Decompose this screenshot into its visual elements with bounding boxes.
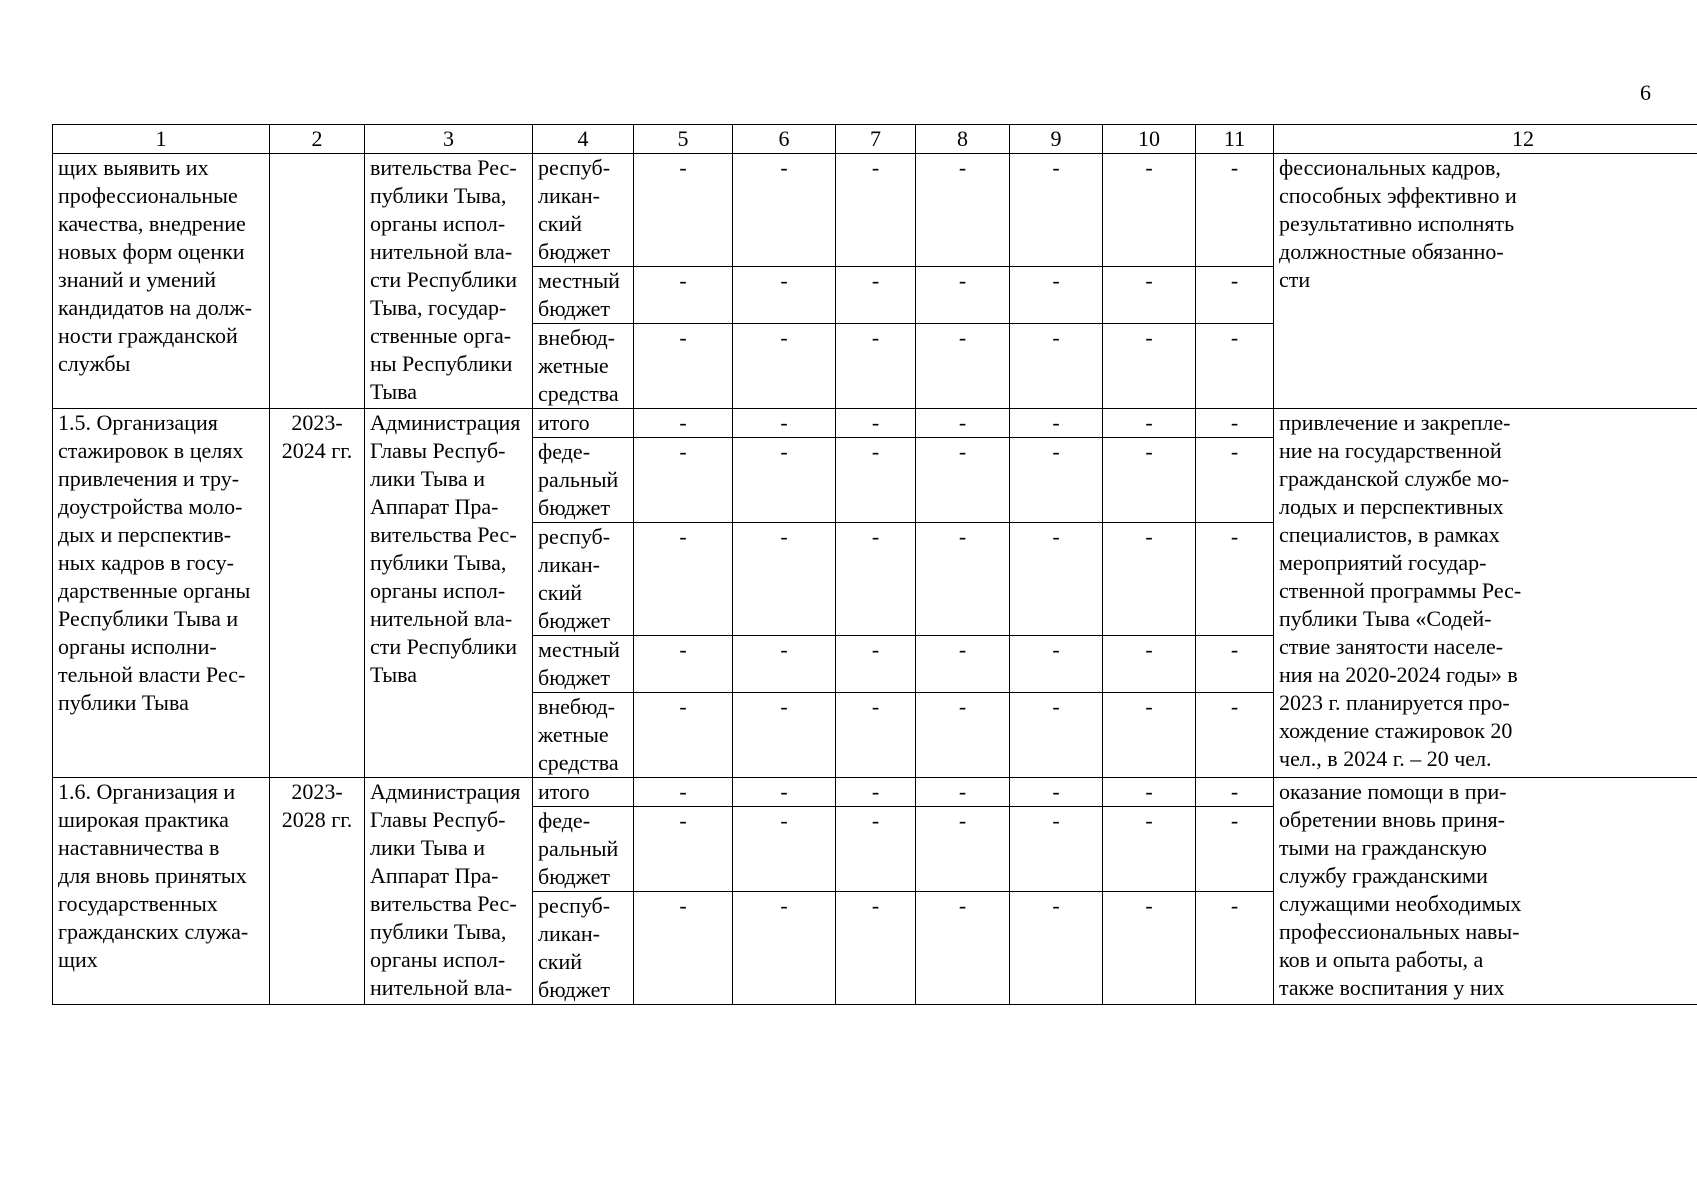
- amount-cell: -: [1010, 523, 1103, 636]
- amount-cell: -: [733, 523, 836, 636]
- amount-cell: -: [916, 523, 1010, 636]
- amount-cell: -: [836, 693, 916, 778]
- amount-cell: -: [1103, 409, 1196, 438]
- amount-cell: -: [733, 154, 836, 267]
- header-cell: 9: [1010, 125, 1103, 154]
- funding-source-cell: респуб- ликан- ский бюджет: [533, 154, 634, 267]
- amount-cell: -: [634, 778, 733, 807]
- header-cell: 7: [836, 125, 916, 154]
- amount-cell: -: [1196, 892, 1274, 1005]
- amount-cell: -: [836, 154, 916, 267]
- amount-cell: -: [836, 438, 916, 523]
- amount-cell: -: [1103, 267, 1196, 324]
- amount-cell: -: [1103, 807, 1196, 892]
- amount-cell: -: [836, 636, 916, 693]
- amount-cell: -: [634, 438, 733, 523]
- amount-cell: -: [634, 807, 733, 892]
- funding-source-cell: респуб- ликан- ский бюджет: [533, 523, 634, 636]
- amount-cell: -: [1196, 778, 1274, 807]
- amount-cell: -: [1196, 324, 1274, 409]
- amount-cell: -: [634, 523, 733, 636]
- funding-source-cell: итого: [533, 778, 634, 807]
- amount-cell: -: [836, 778, 916, 807]
- funding-source-cell: внебюд- жетные средства: [533, 324, 634, 409]
- amount-cell: -: [1196, 438, 1274, 523]
- amount-cell: -: [1010, 807, 1103, 892]
- funding-source-cell: внебюд- жетные средства: [533, 693, 634, 778]
- amount-cell: -: [634, 693, 733, 778]
- executor-cell: Администрация Главы Респуб- лики Тыва и Аппарат Пра- вительства Рес- публики Тыва, органы испол- нительной вла-: [365, 778, 533, 1005]
- amount-cell: -: [916, 636, 1010, 693]
- period-cell: 2023- 2028 гг.: [270, 778, 365, 1005]
- funding-source-cell: местный бюджет: [533, 636, 634, 693]
- amount-cell: -: [733, 778, 836, 807]
- amount-cell: -: [1010, 892, 1103, 1005]
- funding-source-cell: респуб- ликан- ский бюджет: [533, 892, 634, 1005]
- amount-cell: -: [836, 892, 916, 1005]
- amount-cell: -: [634, 636, 733, 693]
- amount-cell: -: [916, 693, 1010, 778]
- activity-cell: 1.5. Организация стажировок в целях привлечения и тру- доустройства моло- дых и перспектив- ных кадров в госу- дарственные органы Республики Тыва и органы исполни- тельной власти Рес- публики Тыва: [53, 409, 270, 778]
- amount-cell: -: [836, 807, 916, 892]
- amount-cell: -: [916, 778, 1010, 807]
- amount-cell: -: [1010, 778, 1103, 807]
- funding-source-cell: местный бюджет: [533, 267, 634, 324]
- amount-cell: -: [916, 154, 1010, 267]
- header-cell: 10: [1103, 125, 1196, 154]
- amount-cell: -: [1010, 154, 1103, 267]
- header-cell: 8: [916, 125, 1010, 154]
- amount-cell: -: [1010, 438, 1103, 523]
- funding-source-cell: итого: [533, 409, 634, 438]
- amount-cell: -: [733, 892, 836, 1005]
- amount-cell: -: [1010, 636, 1103, 693]
- header-cell: 12: [1274, 125, 1697, 154]
- table-row: [53, 409, 1697, 438]
- amount-cell: -: [1103, 636, 1196, 693]
- amount-cell: -: [733, 438, 836, 523]
- header-cell: 3: [365, 125, 533, 154]
- header-cell: 11: [1196, 125, 1274, 154]
- activity-cell: щих выявить их профессиональные качества, внедрение новых форм оценки знаний и умений кандидатов на долж- ности гражданской службы: [53, 154, 270, 409]
- amount-cell: -: [916, 324, 1010, 409]
- amount-cell: -: [916, 892, 1010, 1005]
- amount-cell: -: [733, 693, 836, 778]
- funding-source-cell: феде- ральный бюджет: [533, 807, 634, 892]
- amount-cell: -: [836, 409, 916, 438]
- amount-cell: -: [1196, 409, 1274, 438]
- amount-cell: -: [634, 324, 733, 409]
- table-row: [53, 778, 1697, 807]
- amount-cell: -: [733, 324, 836, 409]
- amount-cell: -: [634, 892, 733, 1005]
- amount-cell: -: [733, 807, 836, 892]
- amount-cell: -: [1103, 892, 1196, 1005]
- amount-cell: -: [1196, 693, 1274, 778]
- amount-cell: -: [1196, 267, 1274, 324]
- header-cell: 4: [533, 125, 634, 154]
- header-cell: 5: [634, 125, 733, 154]
- amount-cell: -: [836, 523, 916, 636]
- header-cell: 6: [733, 125, 836, 154]
- activity-cell: 1.6. Организация и широкая практика наставничества в для вновь принятых государственных гражданских служа- щих: [53, 778, 270, 1005]
- program-table: [52, 124, 1697, 1005]
- amount-cell: -: [1196, 523, 1274, 636]
- funding-source-cell: феде- ральный бюджет: [533, 438, 634, 523]
- amount-cell: -: [1196, 807, 1274, 892]
- amount-cell: -: [1103, 154, 1196, 267]
- period-cell: [270, 154, 365, 409]
- column-number-row: [53, 125, 1697, 154]
- amount-cell: -: [1010, 324, 1103, 409]
- result-cell: оказание помощи в при- обретении вновь приня- тыми на гражданскую службу гражданскими служащими необходимых профессиональных навы- ков и опыта работы, а также воспитания у них: [1274, 778, 1697, 1005]
- executor-cell: вительства Рес- публики Тыва, органы испол- нительной вла- сти Республики Тыва, государ- ственные орга- ны Республики Тыва: [365, 154, 533, 409]
- amount-cell: -: [1103, 523, 1196, 636]
- amount-cell: -: [1196, 154, 1274, 267]
- result-cell: фессиональных кадров, способных эффективно и результативно исполнять должностные обязанно- сти: [1274, 154, 1697, 409]
- period-cell: 2023- 2024 гг.: [270, 409, 365, 778]
- amount-cell: -: [836, 267, 916, 324]
- amount-cell: -: [916, 267, 1010, 324]
- amount-cell: -: [733, 636, 836, 693]
- amount-cell: -: [1103, 438, 1196, 523]
- amount-cell: -: [1103, 324, 1196, 409]
- amount-cell: -: [1103, 693, 1196, 778]
- amount-cell: -: [916, 409, 1010, 438]
- amount-cell: -: [1010, 409, 1103, 438]
- page-number: 6: [1640, 80, 1651, 105]
- result-cell: привлечение и закрепле- ние на государственной гражданской службе мо- лодых и перспективных специалистов, в рамках мероприятий государ- ственной программы Рес- публики Тыва «Содей- ствие занятости населе- ния на 2020-2024 годы» в 2023 г. планируется про- хождение стажировок 20 чел., в 2024 г. – 20 чел.: [1274, 409, 1697, 778]
- amount-cell: -: [733, 409, 836, 438]
- table-row: [53, 154, 1697, 267]
- header-cell: 1: [53, 125, 270, 154]
- executor-cell: Администрация Главы Респуб- лики Тыва и Аппарат Пра- вительства Рес- публики Тыва, органы испол- нительной вла- сти Республики Тыва: [365, 409, 533, 778]
- amount-cell: -: [1103, 778, 1196, 807]
- amount-cell: -: [916, 807, 1010, 892]
- amount-cell: -: [1010, 693, 1103, 778]
- amount-cell: -: [634, 154, 733, 267]
- amount-cell: -: [634, 267, 733, 324]
- amount-cell: -: [1196, 636, 1274, 693]
- amount-cell: -: [634, 409, 733, 438]
- amount-cell: -: [1010, 267, 1103, 324]
- header-cell: 2: [270, 125, 365, 154]
- amount-cell: -: [733, 267, 836, 324]
- amount-cell: -: [916, 438, 1010, 523]
- amount-cell: -: [836, 324, 916, 409]
